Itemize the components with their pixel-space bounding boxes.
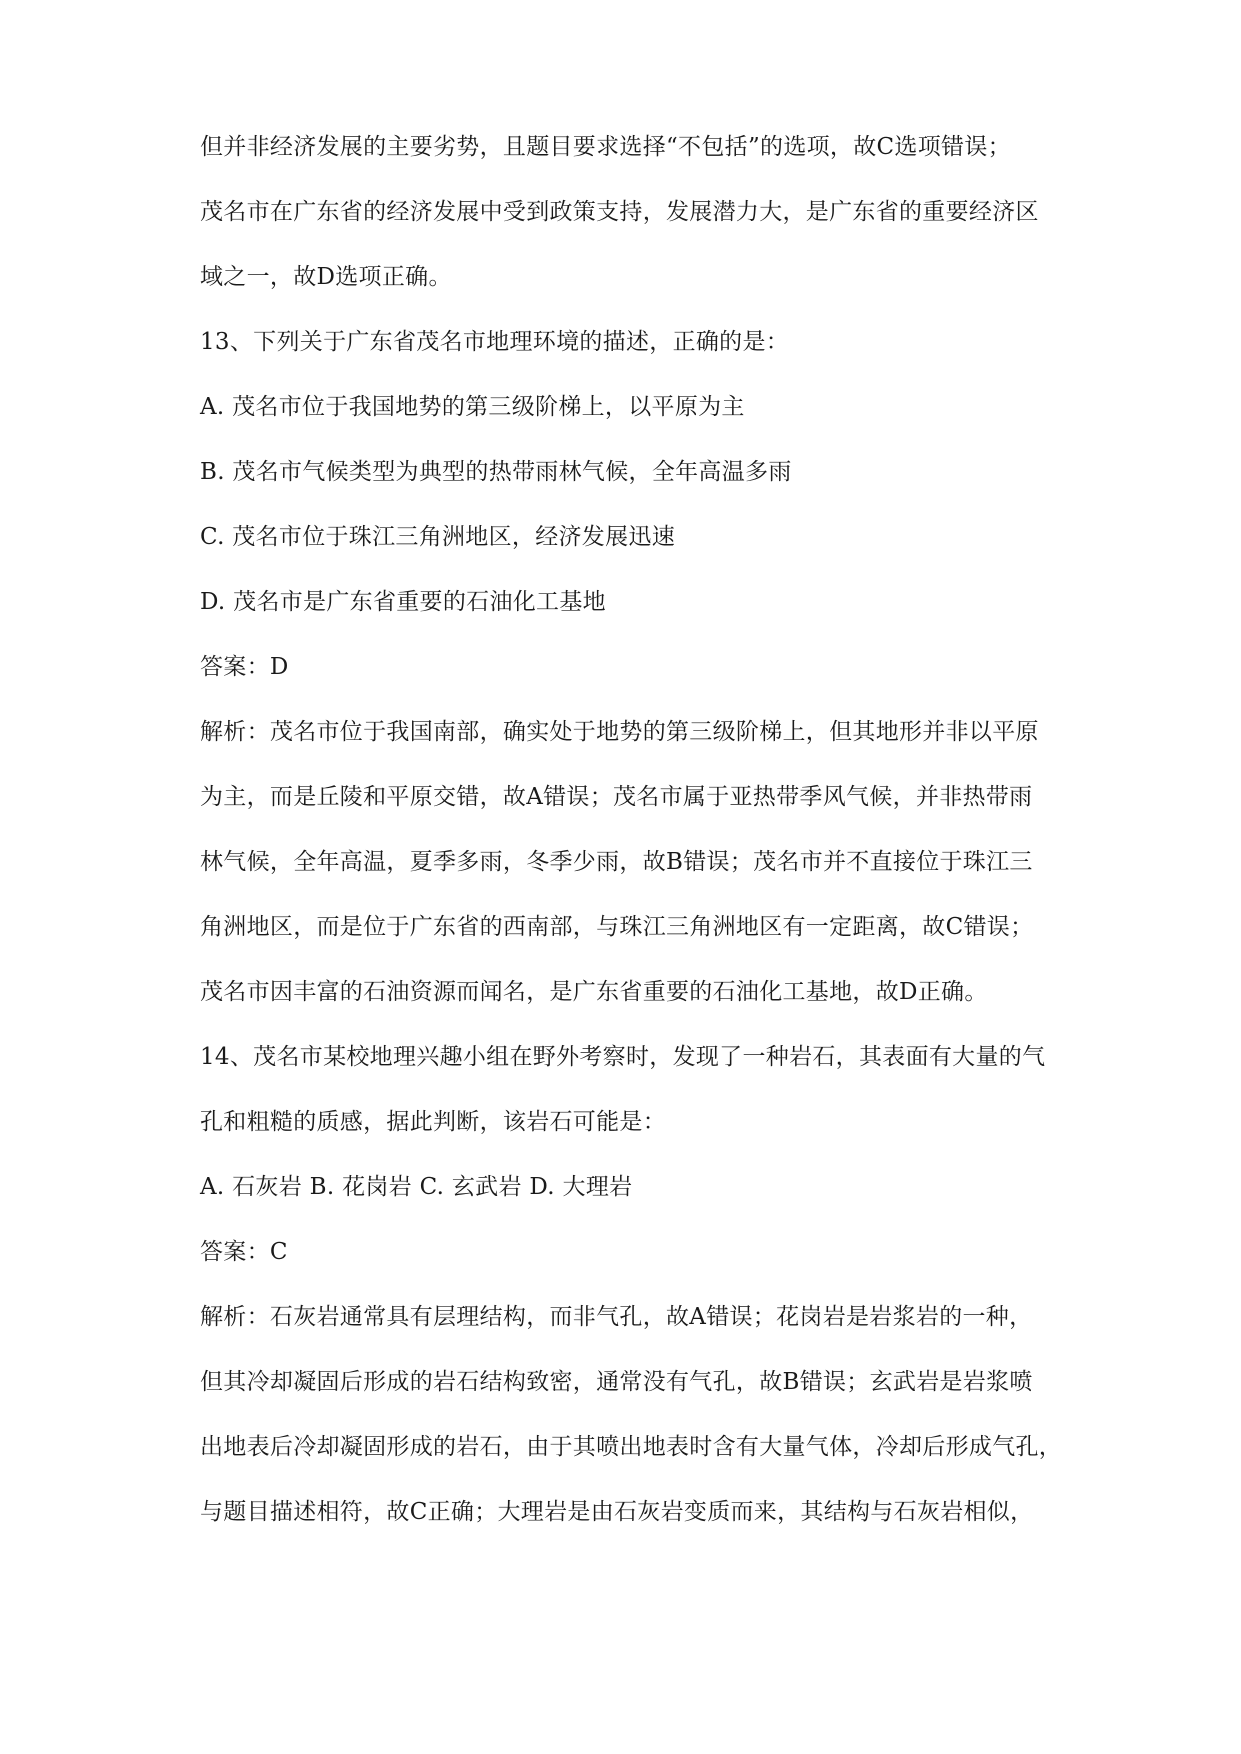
question-14-explanation-line: 出地表后冷却凝固形成的岩石，由于其喷出地表时含有大量气体，冷却后形成气孔， <box>200 1434 1063 1460</box>
question-14-stem: 孔和粗糙的质感，据此判断，该岩石可能是： <box>200 1109 666 1135</box>
question-14-stem: 14、茂名市某校地理兴趣小组在野外考察时，发现了一种岩石，其表面有大量的气 <box>200 1044 1046 1070</box>
text-line-continuation: 但并非经济发展的主要劣势，且题目要求选择“不包括”的选项，故C选项错误； <box>200 134 1011 160</box>
question-13-explanation-line: 解析：茂名市位于我国南部，确实处于地势的第三级阶梯上，但其地形并非以平原 <box>200 719 1039 745</box>
question-13-option-b: B. 茂名市气候类型为典型的热带雨林气候，全年高温多雨 <box>200 459 792 485</box>
question-13-stem: 13、下列关于广东省茂名市地理环境的描述，正确的是： <box>200 329 790 355</box>
question-13-explanation-line: 林气候，全年高温，夏季多雨，冬季少雨，故B错误；茂名市并不直接位于珠江三 <box>200 849 1033 875</box>
question-13-explanation-line: 角洲地区，而是位于广东省的西南部，与珠江三角洲地区有一定距离，故C错误； <box>200 914 1034 940</box>
question-14-explanation-line: 解析：石灰岩通常具有层理结构，而非气孔，故A错误；花岗岩是岩浆岩的一种， <box>200 1304 1033 1330</box>
question-13-option-c: C. 茂名市位于珠江三角洲地区，经济发展迅速 <box>200 524 676 550</box>
question-14-answer: 答案：C <box>200 1239 288 1265</box>
question-14-explanation-line: 与题目描述相符，故C正确；大理岩是由石灰岩变质而来，其结构与石灰岩相似， <box>200 1499 1034 1525</box>
question-13-explanation-line: 为主，而是丘陵和平原交错，故A错误；茂名市属于亚热带季风气候，并非热带雨 <box>200 784 1033 810</box>
question-13-option-a: A. 茂名市位于我国地势的第三级阶梯上，以平原为主 <box>200 394 745 420</box>
question-13-option-d: D. 茂名市是广东省重要的石油化工基地 <box>200 589 606 615</box>
question-13-answer: 答案：D <box>200 654 289 680</box>
question-14-explanation-line: 但其冷却凝固后形成的岩石结构致密，通常没有气孔，故B错误；玄武岩是岩浆喷 <box>200 1369 1033 1395</box>
question-14-options: A. 石灰岩 B. 花岗岩 C. 玄武岩 D. 大理岩 <box>200 1174 633 1200</box>
text-line-continuation: 域之一，故D选项正确。 <box>200 264 452 290</box>
question-13-explanation-line: 茂名市因丰富的石油资源而闻名，是广东省重要的石油化工基地，故D正确。 <box>200 979 988 1005</box>
text-line-continuation: 茂名市在广东省的经济发展中受到政策支持，发展潜力大，是广东省的重要经济区 <box>200 199 1039 225</box>
